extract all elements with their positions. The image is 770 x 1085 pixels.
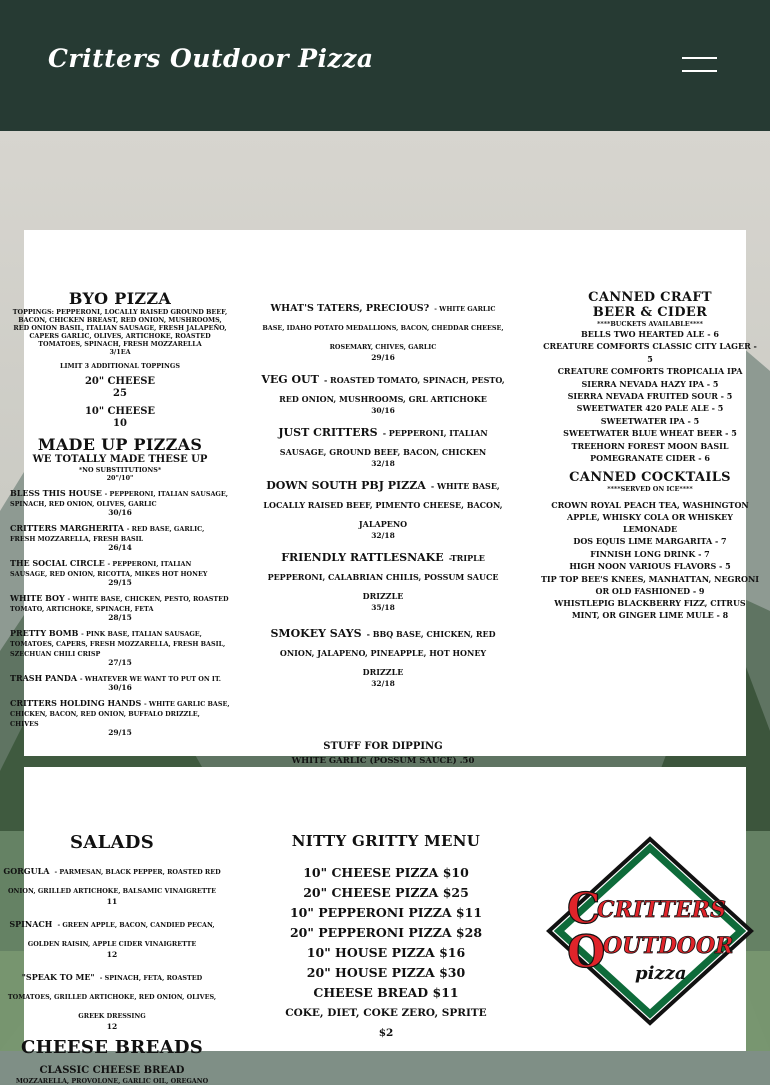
item-desc: - PEPPERONI, ITALIAN SAUSAGE, GROUND BEEF, BACON, CHICKEN <box>279 428 488 457</box>
cheese-breads-title: CHEESE BREADS <box>20 1037 204 1058</box>
cocktail-item: DOS EQUIS LIME MARGARITA - 7 <box>573 536 727 547</box>
item-price: 35/18 <box>371 603 395 612</box>
beer-note: ****BUCKETS AVAILABLE**** <box>597 320 703 328</box>
item-desc: - WHITE GARLIC BASE, IDAHO POTATO MEDALLIONS, BACON, CHEDDAR CHEESE, ROSEMARY, CHIVES, GARLIC <box>262 305 504 351</box>
nitty-item: 20" HOUSE PIZZA $30 <box>306 965 466 980</box>
bread-item: CLASSIC CHEESE BREAD <box>39 1065 185 1076</box>
nitty-gritty-column <box>280 831 492 1043</box>
salad-item-2 <box>2 912 222 950</box>
salad-item-1 <box>2 859 222 897</box>
item-price: 12 <box>106 1022 118 1031</box>
item-name: FRIENDLY RATTLESNAKE <box>281 551 444 564</box>
item-desc: - PEPPERONI, ITALIAN SAUSAGE, SPINACH, RED ONION, OLIVES, GARLIC <box>10 490 228 508</box>
item-name: SPINACH <box>9 919 53 929</box>
logo-line3: pizza <box>635 963 687 984</box>
beer-title-1: CANNED CRAFT <box>588 290 712 305</box>
byo-cheese10: 10" CHEESE <box>84 406 156 417</box>
cocktail-item: WHISTLEPIG BLACKBERRY FIZZ, CITRUS MINT, OR GINGER LIME MULE - 8 <box>554 597 746 620</box>
dipping-item: WHITE GARLIC (POSSUM SAUCE) .50 <box>291 756 475 766</box>
menu-line-bottom <box>682 70 717 72</box>
beer-title-2: BEER & CIDER <box>592 305 708 320</box>
menu-line-top <box>682 57 717 59</box>
made-up-sizes: 20"/10" <box>106 474 134 482</box>
byo-cheese10-price: 10 <box>113 418 127 429</box>
item-price: 27/15 <box>108 658 132 667</box>
item-name: CRITTERS HOLDING HANDS <box>10 698 142 708</box>
byo-pizza-column <box>10 290 230 737</box>
logo-line1: CRITTERS <box>597 897 726 923</box>
cocktail-item: TIP TOP BEE'S KNEES, MANHATTAN, NEGRONI OR OLD FASHIONED - 9 <box>540 573 760 596</box>
item-price: 30/16 <box>108 683 132 692</box>
beer-item: POMEGRANATE CIDER - 6 <box>590 453 710 464</box>
byo-title: BYO PIZZA <box>68 289 172 308</box>
specialty-item-5 <box>260 546 506 603</box>
item-price: 26/14 <box>108 543 132 552</box>
item-desc: - WHATEVER WE WANT TO PUT ON IT. <box>79 675 222 683</box>
specialty-item-6 <box>260 622 506 679</box>
item-name: "SPEAK TO ME" <box>21 972 95 982</box>
item-price: 12 <box>106 950 118 959</box>
nitty-item: 10" CHEESE PIZZA $10 <box>303 865 469 880</box>
specialty-item-4 <box>260 474 506 531</box>
beer-item: SWEETWATER IPA - 5 <box>600 415 700 426</box>
nitty-item: COKE, DIET, COKE ZERO, SPRITE $2 <box>285 1007 487 1039</box>
specialty-pizza-column <box>260 296 506 799</box>
item-desc: - PINK BASE, ITALIAN SAUSAGE, TOMATOES, CAPERS, FRESH MOZZARELLA, FRESH BASIL, SZECHUAN CHILI CRISP <box>10 630 226 658</box>
byo-cheese20: 20" CHEESE <box>84 376 156 387</box>
site-header <box>0 0 770 131</box>
made-up-item-7 <box>10 698 230 728</box>
site-title[interactable]: Critters Outdoor Pizza <box>48 44 374 73</box>
byo-cheese20-price: 25 <box>113 388 127 399</box>
hamburger-menu-icon[interactable] <box>676 52 722 78</box>
beer-item: SIERRA NEVADA FRUITED SOUR - 5 <box>567 391 733 402</box>
cocktail-item: FINNISH LONG DRINK - 7 <box>590 548 710 559</box>
made-up-item-2 <box>10 523 230 543</box>
specialty-item-1 <box>260 296 506 353</box>
item-name: WHITE BOY <box>10 593 65 603</box>
cocktail-item: CROWN ROYAL PEACH TEA, WASHINGTON APPLE, WHISKY COLA OR WHISKEY LEMONADE <box>551 500 749 535</box>
item-name: JUST CRITTERS <box>278 426 378 439</box>
nitty-item: 20" PEPPERONI PIZZA $28 <box>289 925 483 940</box>
made-up-subtitle: WE TOTALLY MADE THESE UP <box>32 454 208 465</box>
specialty-item-3 <box>260 421 506 459</box>
made-up-note: *NO SUBSTITUTIONS* <box>78 466 162 474</box>
item-name: WHAT'S TATERS, PRECIOUS? <box>270 303 430 314</box>
item-desc: - PARMESAN, BLACK PEPPER, ROASTED RED ONION, GRILLED ARTICHOKE, BALSAMIC VINAIGRETTE <box>7 868 221 895</box>
made-up-title: MADE UP PIZZAS <box>37 435 203 454</box>
critters-logo <box>543 835 757 1027</box>
item-price: 11 <box>106 897 118 906</box>
beer-item: CREATURE COMFORTS TROPICALIA IPA <box>557 366 743 377</box>
item-price: 32/18 <box>371 531 395 540</box>
logo-diamond <box>543 835 757 1027</box>
item-price: 30/16 <box>371 406 395 415</box>
item-desc: - PEPPERONI, ITALIAN SAUSAGE, RED ONION, RICOTTA, MIKES HOT HONEY <box>10 560 208 578</box>
item-price: 30/16 <box>108 508 132 517</box>
byo-limit: LIMIT 3 ADDITIONAL TOPPINGS <box>60 362 180 370</box>
item-name: PRETTY BOMB <box>10 628 79 638</box>
cocktail-item: HIGH NOON VARIOUS FLAVORS - 5 <box>569 561 731 572</box>
salads-title: SALADS <box>70 832 154 853</box>
beer-item: SWEETWATER BLUE WHEAT BEER - 5 <box>563 428 737 439</box>
item-desc: - WHITE GARLIC BASE, CHICKEN, BACON, RED ONION, BUFFALO DRIZZLE, CHIVES <box>10 700 230 728</box>
item-desc: - BBQ BASE, CHICKEN, RED ONION, JALAPENO, PINEAPPLE, HOT HONEY DRIZZLE <box>279 629 496 677</box>
logo-o-letter: O <box>567 927 606 978</box>
salad-item-3 <box>2 965 222 1022</box>
bread-desc: MOZZARELLA, PROVOLONE, GARLIC OIL, OREGANO <box>15 1077 209 1085</box>
item-price: 29/15 <box>108 578 132 587</box>
item-name: THE SOCIAL CIRCLE <box>10 558 105 568</box>
cocktail-note: ****SERVED ON ICE**** <box>607 485 693 494</box>
byo-toppings-price: 3/1EA <box>109 348 131 356</box>
item-price: 32/18 <box>371 459 395 468</box>
item-price: 29/15 <box>108 728 132 737</box>
nitty-item: 10" HOUSE PIZZA $16 <box>306 945 466 960</box>
beer-item: TREEHORN FOREST MOON BASIL <box>571 440 729 451</box>
byo-toppings: TOPPINGS: PEPPERONI, LOCALLY RAISED GROUND BEEF, BACON, CHICKEN BREAST, RED ONION, MUSHROOMS, RED ONION BASIL, ITALIAN SAUSAGE, FRESH JALAPEÑO, CAPERS GARLIC, OLIVES, ARTICHOKE, ROASTED TOMATOES, SPINACH, FRESH MOZZARELLA <box>12 308 228 348</box>
menu-image-1 <box>10 230 760 766</box>
nitty-item: 20" CHEESE PIZZA $25 <box>303 885 469 900</box>
item-name: DOWN SOUTH PBJ PIZZA <box>266 479 426 492</box>
item-name: TRASH PANDA <box>10 673 78 683</box>
item-price: 28/15 <box>108 613 132 622</box>
dipping-title: STUFF FOR DIPPING <box>323 741 443 752</box>
item-price: 29/16 <box>371 353 395 362</box>
nitty-title: NITTY GRITTY MENU <box>291 832 481 850</box>
menu-image-2 <box>3 767 746 1085</box>
beer-item: BELLS TWO HEARTED ALE - 6 <box>581 329 719 339</box>
item-desc: - SPINACH, FETA, ROASTED TOMATOES, GRILLED ARTICHOKE, RED ONION, OLIVES, GREEK DRESSING <box>7 974 217 1020</box>
item-name: BLESS THIS HOUSE <box>10 488 102 498</box>
made-up-item-3 <box>10 558 230 578</box>
nitty-item: 10" PEPPERONI PIZZA $11 <box>289 905 483 920</box>
beer-item: SIERRA NEVADA HAZY IPA - 5 <box>581 378 719 389</box>
beer-item: CREATURE COMFORTS CLASSIC CITY LAGER - 5 <box>543 341 757 364</box>
item-name: SMOKEY SAYS <box>270 627 362 640</box>
item-name: GORGULA <box>3 866 50 876</box>
item-desc: - ROASTED TOMATO, SPINACH, PESTO, RED ONION, MUSHROOMS, GRL ARTICHOKE <box>279 375 505 404</box>
item-desc: -TRIPLE PEPPERONI, CALABRIAN CHILIS, POSSUM SAUCE DRIZZLE <box>267 553 499 601</box>
item-desc: - GREEN APPLE, BACON, CANDIED PECAN, GOLDEN RAISIN, APPLE CIDER VINAIGRETTE <box>27 921 215 948</box>
item-price: 32/18 <box>371 679 395 688</box>
nitty-item: CHEESE BREAD $11 <box>313 985 459 1000</box>
made-up-item-1 <box>10 488 230 508</box>
item-desc: - WHITE BASE, LOCALLY RAISED BEEF, PIMENTO CHEESE, BACON, JALAPENO <box>263 481 503 529</box>
made-up-item-5 <box>10 628 230 658</box>
item-desc: - WHITE BASE, CHICKEN, PESTO, ROASTED TOMATO, ARTICHOKE, SPINACH, FETA <box>10 595 229 613</box>
item-name: CRITTERS MARGHERITA <box>10 523 124 533</box>
salads-column <box>2 833 222 1085</box>
drinks-column <box>540 290 760 621</box>
cocktail-title: CANNED COCKTAILS <box>569 470 731 486</box>
item-desc: - RED BASE, GARLIC, FRESH MOZZARELLA, FRESH BASIL <box>10 525 205 543</box>
made-up-item-4 <box>10 593 230 613</box>
beer-item: SWEETWATER 420 PALE ALE - 5 <box>576 403 724 414</box>
made-up-item-6 <box>10 673 230 683</box>
item-name: VEG OUT <box>261 373 319 386</box>
specialty-item-2 <box>260 368 506 406</box>
logo-line2: OUTDOOR <box>603 933 734 959</box>
logo-c-letter: C <box>567 884 601 933</box>
